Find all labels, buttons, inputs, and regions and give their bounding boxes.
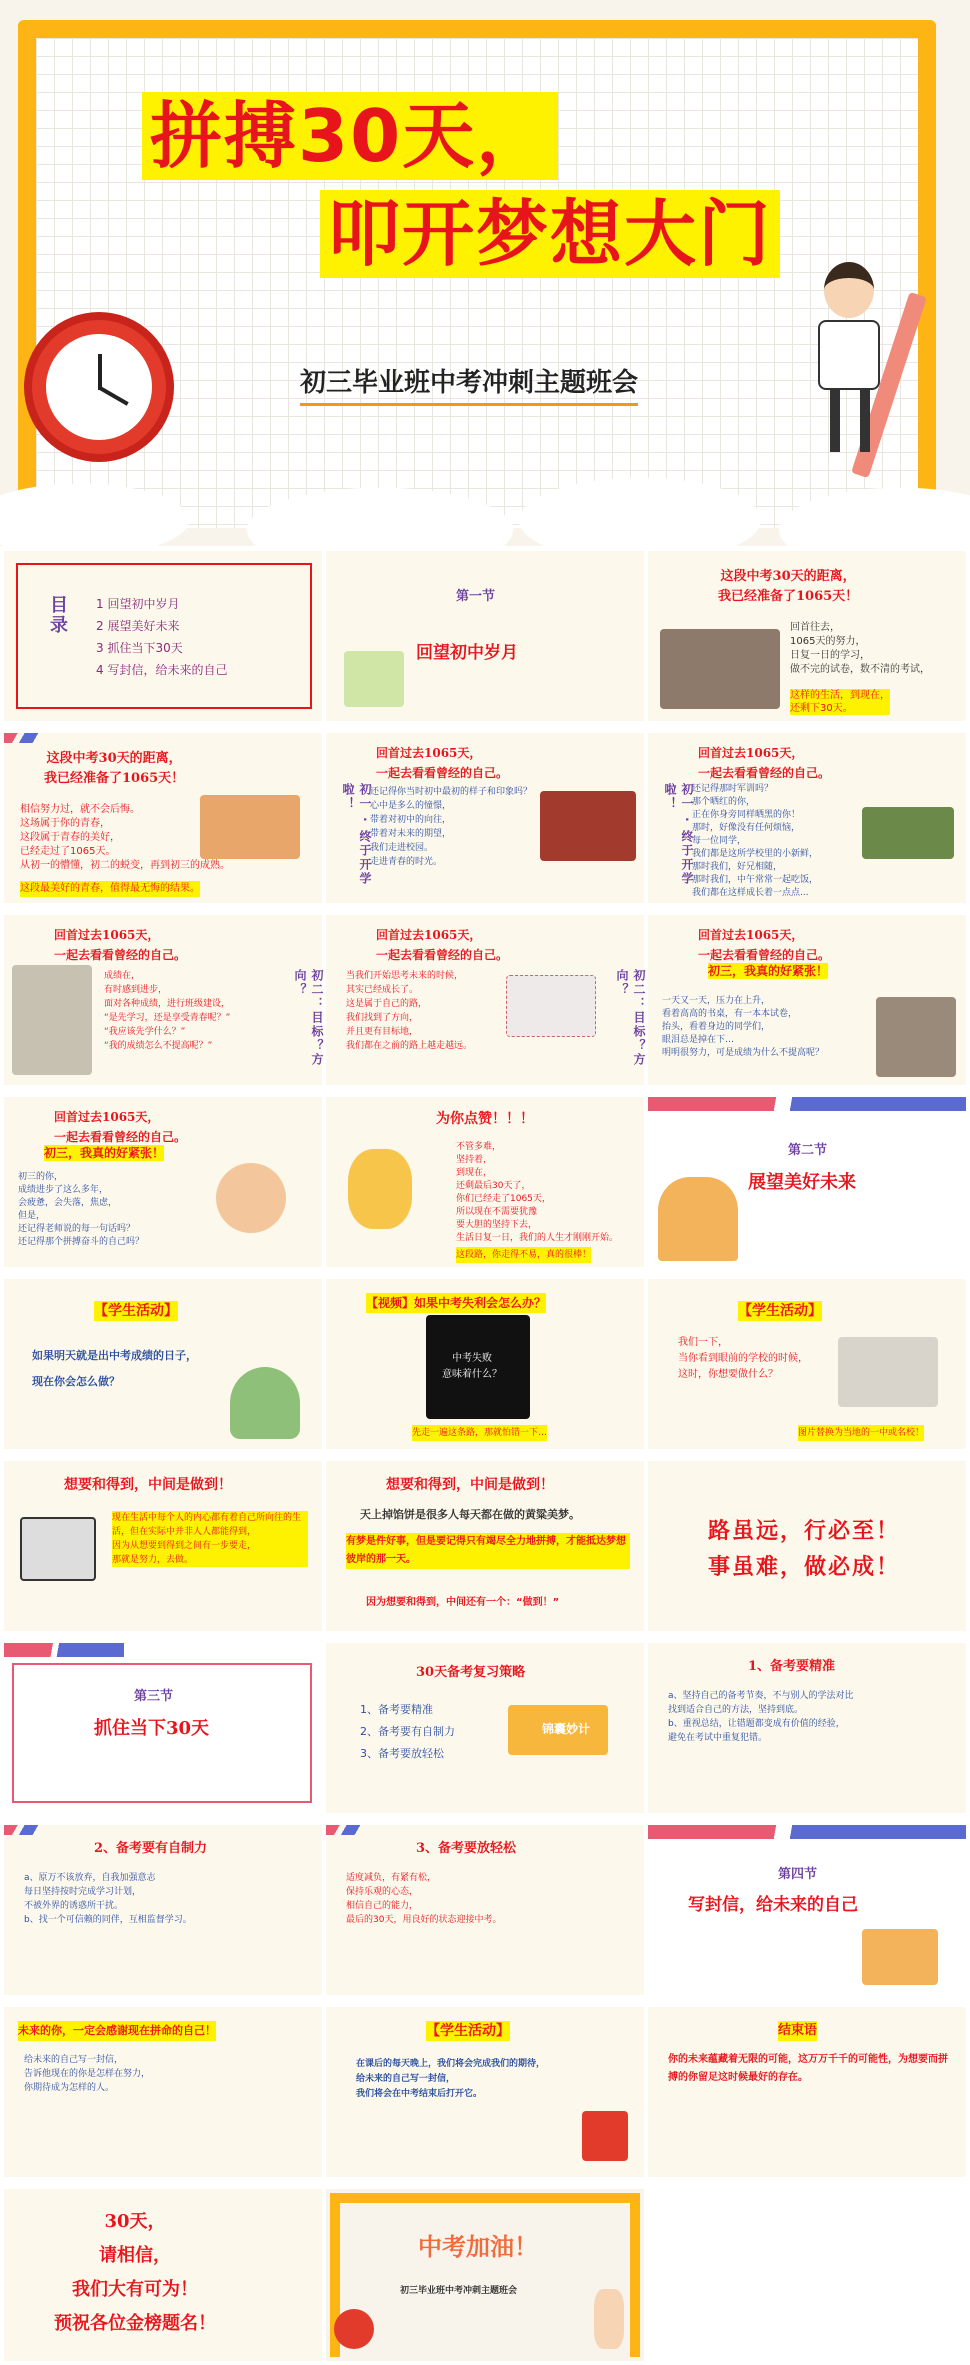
- slide-body: 天上掉馅饼是很多人每天都在做的黄粱美梦。: [360, 1508, 580, 1521]
- slide-highlight: 这段路，你走得不易，真的很棒！: [456, 1247, 591, 1263]
- slide-vertical-label: 初二：目标？方向？: [293, 969, 324, 1067]
- slide-body: 我们一下， 当你看到眼前的学校的时候， 这时，你想要做什么？: [678, 1337, 808, 1380]
- slide-body: 如果明天就是出中考成绩的日子， 现在你会怎么做？: [32, 1349, 197, 1388]
- school-gate-photo: [838, 1337, 938, 1407]
- toc-label: 目录: [47, 595, 68, 635]
- strategy-list: 1、备考要精准 2、备考要有自制力 3、备考要放轻松: [360, 1703, 455, 1760]
- activity-tag: 【学生活动】: [426, 2023, 510, 2039]
- slide-heading: 回首过去1065天， 一起去看看曾经的自己。: [376, 746, 509, 780]
- cheering-child-illustration: [348, 1149, 412, 1229]
- slide-highlight: 这段最美好的青春，值得最无悔的结果。: [20, 881, 200, 897]
- dancers-illustration: [200, 795, 300, 859]
- slide-heading: 回首过去1065天， 一起去看看曾经的自己。: [698, 746, 831, 780]
- slide-heading: 结束语: [778, 2021, 817, 2041]
- slide-heading: 这段中考30天的距离， 我已经准备了1065天！: [44, 751, 185, 786]
- cover-title-line2: 叩开梦想大门: [320, 190, 780, 278]
- slide-vertical-label: 初一 · 终于开学啦！: [663, 783, 694, 886]
- slide-tip-2[interactable]: [4, 1825, 322, 1995]
- section-title: 回望初中岁月: [416, 643, 518, 663]
- books-illustration: [344, 651, 404, 707]
- reading-child-illustration: [230, 1367, 300, 1439]
- slide-section-4[interactable]: [648, 1825, 966, 1995]
- cover-slide: [0, 0, 970, 546]
- slide-highlight: 这样的生活，到现在， 还剩下30天。: [790, 690, 890, 714]
- student-illustration: [594, 2289, 624, 2349]
- slide-tail: 因为想要和得到，中间还有一个：“做到！”: [366, 1597, 560, 1608]
- section-title: 抓住当下30天: [94, 1718, 210, 1739]
- slide-heading: 1、备考要精准: [748, 1659, 836, 1674]
- slide-grade2-b[interactable]: [326, 915, 644, 1085]
- slide-subtitle: 初三毕业班中考冲刺主题班会: [400, 2286, 518, 2296]
- slide-highlight: 先走一遍这条路，那就怕错一下…: [412, 1425, 547, 1441]
- slide-highlight: 图片替换为当地的一中或名校！: [798, 1425, 924, 1441]
- alarm-clock-icon: [24, 312, 174, 462]
- slide-heading: 回首过去1065天， 一起去看看曾经的自己。: [54, 1110, 187, 1144]
- activity-tag: 【学生活动】: [738, 1303, 822, 1319]
- slide-motto[interactable]: [648, 1461, 966, 1631]
- slide-heading: 未来的你，一定会感谢现在拼命的自己！: [18, 2021, 216, 2041]
- slide-subheading: 初三，我真的好紧张！: [44, 1146, 165, 1160]
- slide-tip-3[interactable]: [326, 1825, 644, 1995]
- slide-vertical-label: 初二：目标？方向？: [615, 969, 646, 1067]
- slide-grade3-b[interactable]: [4, 1097, 322, 1267]
- slide-heading: 想要和得到，中间是做到！: [386, 1477, 554, 1493]
- slide-body: 在课后的每天晚上，我们将会完成我们的期待， 给未来的自己写一封信， 我们将会在中考结束后打开它。: [356, 2059, 546, 2099]
- slide-highlight: 有梦是件好事，但是要记得只有竭尽全力地拼搏，才能抵达梦想彼岸的那一天。: [346, 1533, 630, 1569]
- slide-video[interactable]: [326, 1279, 644, 1449]
- section-title: 展望美好未来: [748, 1172, 856, 1193]
- slide-body: 不管多难， 坚持着， 到现在， 还剩最后30天了， 你们已经走了1065天， 所以现在不需要犹豫 要大胆的坚持下去， 生活日复一日，我们的人生才刚刚开始。: [456, 1142, 619, 1243]
- signpost-illustration: [12, 965, 92, 1075]
- slide-heading: 回首过去1065天， 一起去看看曾经的自己。: [376, 928, 509, 962]
- cat-photo: [876, 997, 956, 1077]
- student-photo: [660, 629, 780, 709]
- slide-heading: 回首过去1065天， 一起去看看曾经的自己。: [54, 928, 187, 962]
- section-label: 第三节: [134, 1689, 174, 1704]
- cover-title-line1: 拼搏30天，: [142, 92, 558, 180]
- slide-section-1[interactable]: [326, 551, 644, 721]
- slide-heading: 30天， 请相信， 我们大有可为！ 预祝各位金榜题名！: [54, 2211, 216, 2334]
- slide-grade3-a[interactable]: [648, 915, 966, 1085]
- slide-heading: 为你点赞！！！: [436, 1111, 534, 1127]
- rabbit-illustration: [216, 1163, 286, 1233]
- section-title: 写封信，给未来的自己: [688, 1895, 858, 1915]
- slide-body: 还记得那时军训吗？ 那个晒红的你， 正在你身旁同样晒黑的你！ 那时，好像没有任何烦恼， 每一位同学， 我们都是这所学校里的小新鲜， 那时我们，好兄相随， 那时我们，中午常常一起吃饭， 我们都在这样成长着一点点...: [692, 784, 819, 898]
- slide-body: 还记得你当时初中最初的样子和印象吗？ 心中是多么的憧憬， 带着对初中的向往， 带着对未来的期望， 我们走进校园。 走进青春的时光。: [370, 787, 533, 867]
- cartoon-face-illustration: [20, 1517, 96, 1581]
- slide-want-get-b[interactable]: [326, 1461, 644, 1631]
- slide-heading: 中考加油！: [418, 2232, 538, 2261]
- slide-body: 适度减负，有紧有松， 保持乐观的心态， 相信自己的能力， 最后的30天，用良好的状态迎接中考。: [346, 1873, 502, 1925]
- slide-grade1-a[interactable]: [326, 733, 644, 903]
- slide-want-get-a[interactable]: [4, 1461, 322, 1631]
- tips-badge: 锦囊妙计: [508, 1705, 608, 1755]
- slide-heading: 30天备考复习策略: [416, 1665, 526, 1680]
- slide-body: 当我们开始思考未来的时候， 其实已经成长了。 这是属于自己的路， 我们找到了方向， 并且更有目标地， 我们都在之前的路上越走越远。: [346, 971, 473, 1051]
- slide-heading: 3、备考要放轻松: [416, 1841, 517, 1856]
- slide-activity-2[interactable]: [648, 1279, 966, 1449]
- slide-subheading: 初三，我真的好紧张！: [708, 964, 829, 978]
- slide-body: 给未来的自己写一封信， 告诉他现在的你是怎样在努力， 你期待成为怎样的人。: [24, 2055, 151, 2093]
- slide-body: 成绩在， 有时感到进步， 面对各种成绩，进行班级建设， “是先学习，还是享受青春呢？” “我应该先学什么？” “我的成绩怎么不提高呢？”: [104, 971, 231, 1051]
- toc-item: 1 回望初中岁月 2 展望美好未来 3 抓住当下30天 4 写封信，给未来的自己: [96, 597, 228, 677]
- military-training-photo: [862, 807, 954, 859]
- slide-closing[interactable]: [648, 2007, 966, 2177]
- slide-letter-intro[interactable]: [4, 2007, 322, 2177]
- slide-strategy[interactable]: [326, 1643, 644, 1813]
- section-label: 第一节: [456, 589, 496, 604]
- slide-heading: 这段中考30天的距离， 我已经准备了1065天！: [718, 569, 859, 604]
- slide-heading: 想要和得到，中间是做到！: [64, 1477, 232, 1493]
- slide-activity-3[interactable]: [326, 2007, 644, 2177]
- video-caption: 中考失败 意味着什么？: [442, 1353, 502, 1380]
- slide-section-3[interactable]: [4, 1643, 322, 1813]
- section-label: 第二节: [788, 1143, 828, 1158]
- slide-body: 一天又一天，压力在上升， 看着高高的书桌，有一本本试卷， 抬头，看着身边的同学们， 眼泪总是掉在下… 明明很努力，可是成绩为什么不提高呢？: [662, 996, 825, 1058]
- mailbox-icon: [582, 2111, 628, 2161]
- campus-photo: [540, 791, 636, 861]
- calligraphy-image: [506, 975, 596, 1037]
- activity-tag: 【学生活动】: [94, 1303, 178, 1319]
- writing-child-illustration: [862, 1929, 938, 1985]
- slide-body: a、原万不该放弃，自我加强意志 每日坚持按时完成学习计划， 不被外界的诱惑所干扰。 b、找一个可信赖的同伴，互相监督学习。: [24, 1873, 192, 1925]
- slide-heading: 路虽远，行必至！ 事虽难，做必成！: [708, 1518, 901, 1580]
- slide-body: 相信努力过，就不会后悔。 这场属于你的青春， 这段属于青春的美好， 已经走过了1065天。 从初一的懵懂，初二的蜕变，再到初三的成熟。: [20, 804, 230, 871]
- slide-heading: 2、备考要有自制力: [94, 1841, 208, 1856]
- cover-subtitle: 初三毕业班中考冲刺主题班会: [300, 362, 638, 406]
- slide-grade2-a[interactable]: [4, 915, 322, 1085]
- video-player[interactable]: [426, 1315, 530, 1419]
- slide-tip-1[interactable]: [648, 1643, 966, 1813]
- slide-body: 你的未来蕴藏着无限的可能，这万万千千的可能性，为想要而拼搏的你留足这时候最好的存在。: [668, 2054, 948, 2083]
- slide-1065-days-b[interactable]: [4, 733, 322, 903]
- slide-body: 现在生活中每个人的内心都有着自己所向往的生活，但在实际中并非人人都能得到， 因为从想要到得到之间有一步要走， 那就是努力，去做。: [112, 1511, 308, 1567]
- alarm-clock-icon: [334, 2309, 374, 2349]
- slide-heading: 回首过去1065天， 一起去看看曾经的自己。: [698, 928, 831, 962]
- slide-thumbs-up[interactable]: [326, 1097, 644, 1267]
- slide-section-2[interactable]: [648, 1097, 966, 1267]
- slide-1065-days-a[interactable]: [648, 551, 966, 721]
- student-illustration: [790, 262, 910, 452]
- slide-final-blessing[interactable]: [4, 2189, 322, 2361]
- slide-end-cover[interactable]: [326, 2189, 644, 2361]
- slide-body: 回首往去， 1065天的努力， 日复一日的学习， 做不完的试卷，数不清的考试，: [790, 622, 930, 675]
- section-label: 第四节: [778, 1867, 818, 1882]
- slide-grade1-b[interactable]: [648, 733, 966, 903]
- video-tag: 【视频】如果中考失利会怎么办？: [366, 1293, 546, 1313]
- tree-swing-illustration: [658, 1177, 738, 1261]
- slide-toc[interactable]: [4, 551, 322, 721]
- slide-vertical-label: 初一 · 终于开学啦！: [341, 783, 372, 886]
- slide-body: a、坚持自己的备考节奏，不与别人的学法对比 找到适合自己的方法，坚持到底。 b、重视总结，让错题都变成有价值的经验， 避免在考试中重复犯错。: [668, 1691, 854, 1743]
- slide-body: 初三的你， 成绩进步了这么多年， 会疲惫，会失落，焦虑， 但是， 还记得老师说的每一句话吗？ 还记得那个拼搏奋斗的自己吗？: [18, 1172, 145, 1247]
- slide-activity-1[interactable]: [4, 1279, 322, 1449]
